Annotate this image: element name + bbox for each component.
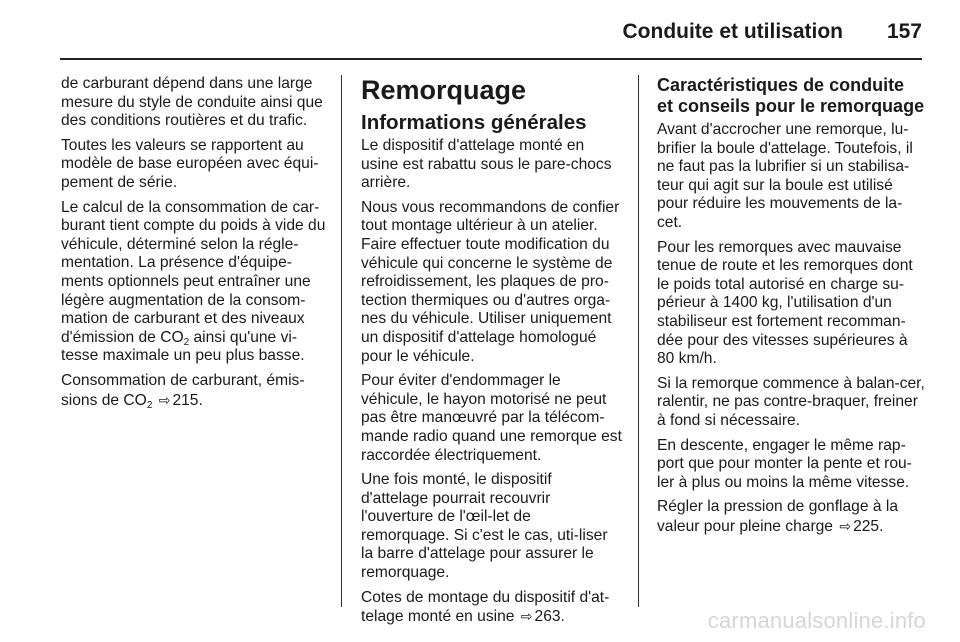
page-header [0,0,960,60]
paragraph: En descente, engager le même rap-port que pour monter la pente et rou-ler à plus ou moins la même vitesse. [657,436,912,491]
text: Régler la pression de gonflage à la valeur pour pleine charge [657,498,898,535]
text: Cotes de montage du dispositif d'at-telage monté en usine [361,588,610,626]
page-reference-link[interactable]: 263. [534,608,565,626]
arrow-reference-icon: ⇨ [158,391,171,408]
arrow-reference-icon: ⇨ [520,608,533,625]
watermark: carmanualsonline.info [707,608,926,633]
text: Consommation de carburant, émis-sions de CO [61,371,305,409]
paragraph [61,199,326,366]
paragraph: Toutes les valeurs se rapportent au modèle de base européen avec équi-pement de série. [61,136,319,191]
subscript: 2 [183,336,190,348]
subsection-heading: Caractéristiques de conduite et conseils pour le remorquage [657,75,925,116]
header-rule [60,58,922,60]
text: Le calcul de la consommation de car-burant tient compte du poids à vide du véhicule, déterminé selon la régle-mentation. La présence d'équipe-ments optionnels peut entraîner une légère augmentation de la consom-mation de carburant et des niveaux d'émission de CO [61,198,326,346]
section-title: Conduite et utilisation [622,20,843,43]
column-divider [341,75,342,607]
arrow-reference-icon: ⇨ [839,517,852,534]
page-reference-link[interactable]: 225. [853,517,884,535]
subsection-heading: Informations générales [361,111,587,134]
paragraph [657,498,925,536]
column-3 [657,75,925,542]
paragraph: Nous vous recommandons de confier tout montage ultérieur à un atelier. Faire effectuer toute modification du véhicule qui concerne le système de refroidissement, les plaques de pro-tection thermiques ou d'autres orga-nes du véhicule. Utiliser uniquement un dispositif d'attelage homologué pour le véhicule. [361,198,620,365]
column-divider [638,75,639,607]
page-number: 157 [886,20,922,43]
column-1 [61,75,326,416]
paragraph [361,589,623,627]
paragraph: Avant d'accrocher une remorque, lu-brifier la boule d'attelage. Toutefois, il ne faut pas la lubrifier si un stabilisa-teur qui agit sur la boule est utilisé pour réduire les mouvements de la-cet. [657,121,913,231]
paragraph: de carburant dépend dans une large mesure du style de conduite ainsi que des conditions routières et du trafic. [61,75,323,130]
paragraph: Pour les remorques avec mauvaise tenue de route et les remorques dont le poids total autorisé en charge su-périeur à 1400 kg, l'utilisation d'un stabiliseur est fortement recomman-dée pour des vitesses supérieures à 80 km/h. [657,238,913,368]
column-2 [361,75,623,633]
text: ainsi qu'une vi-tesse maximale un peu plus basse. [61,328,305,365]
paragraph: Une fois monté, le dispositif d'attelage pourrait recouvrir l'ouverture de l'œil-let de remorquage. Si c'est le cas, uti-liser la barre d'attelage pour assurer le remorquage. [361,471,608,582]
paragraph [61,372,326,410]
paragraph: Le dispositif d'attelage monté en usine est rabattu sous le pare-chocs arrière. [361,137,612,192]
subscript: 2 [146,399,153,411]
paragraph: Si la remorque commence à balan-cer, ralentir, ne pas contre-braquer, freiner à fond si nécessaire. [657,374,925,429]
page-reference-link[interactable]: 215. [172,391,203,409]
section-heading: Remorquage [361,75,527,105]
paragraph: Pour éviter d'endommager le véhicule, le hayon motorisé ne peut pas être manœuvré par la télécom-mande radio quand une remorque est raccordée électriquement. [361,372,622,464]
